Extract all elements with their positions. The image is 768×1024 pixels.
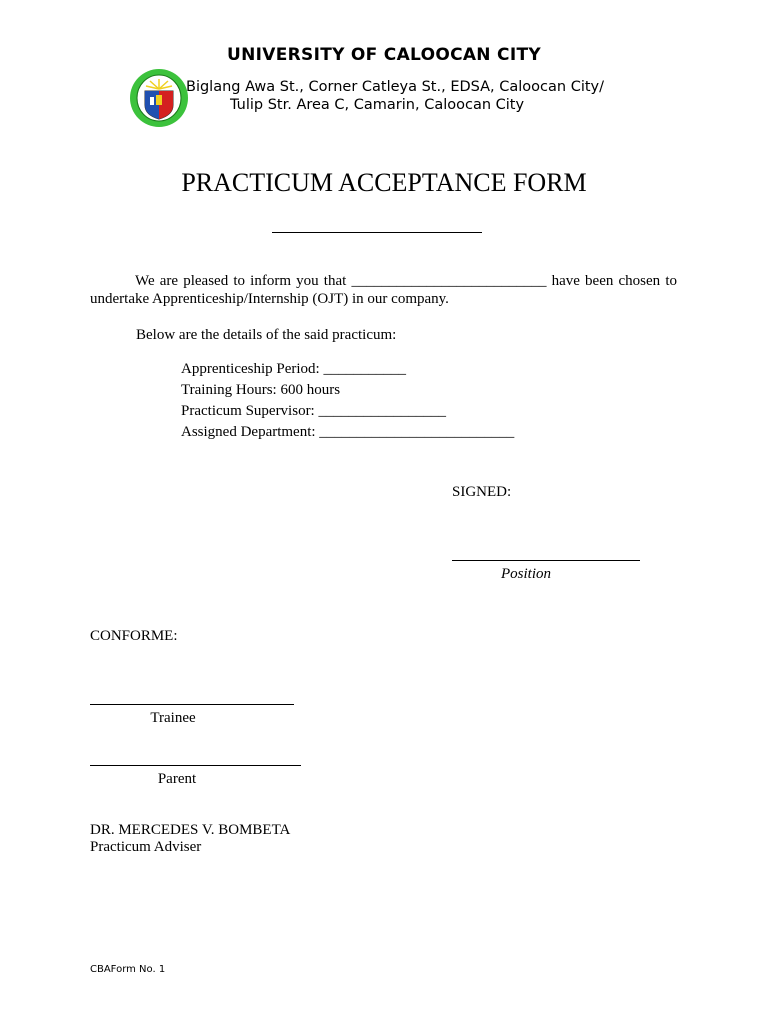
conforme-label: CONFORME:	[90, 628, 178, 644]
trainee-label: Trainee	[150, 710, 196, 726]
intro-paragraph	[90, 272, 677, 308]
address-line-2: Tulip Str. Area C, Camarin, Caloocan City	[230, 97, 525, 113]
adviser-name: DR. MERCEDES V. BOMBETA	[90, 822, 291, 838]
trainee-signature-line	[90, 704, 294, 705]
university-seal-icon	[128, 67, 190, 129]
detail-assigned-department: Assigned Department: __________________________	[181, 424, 515, 440]
parent-label: Parent	[157, 771, 197, 787]
intro-text: We are pleased to inform you that __________________________ have been chosen to undertake Apprenticeship/Internship (OJT) in our company.	[90, 273, 677, 307]
detail-training-hours: Training Hours: 600 hours	[181, 382, 341, 398]
date-blank-line	[272, 232, 482, 233]
signed-label: SIGNED:	[452, 484, 512, 500]
details-intro: Below are the details of the said practicum:	[136, 327, 397, 343]
position-label: Position	[500, 566, 551, 582]
detail-apprenticeship-period: Apprenticeship Period: ___________	[181, 361, 406, 377]
university-name: UNIVERSITY OF CALOOCAN CITY	[227, 45, 541, 65]
form-title: PRACTICUM ACCEPTANCE FORM	[181, 168, 587, 197]
form-number: CBAForm No. 1	[90, 964, 166, 975]
address-line-1: Biglang Awa St., Corner Catleya St., EDSA, Caloocan City/	[186, 79, 605, 95]
adviser-title: Practicum Adviser	[90, 839, 202, 855]
detail-practicum-supervisor: Practicum Supervisor: _________________	[181, 403, 446, 419]
signature-line	[452, 560, 640, 561]
parent-signature-line	[90, 765, 301, 766]
